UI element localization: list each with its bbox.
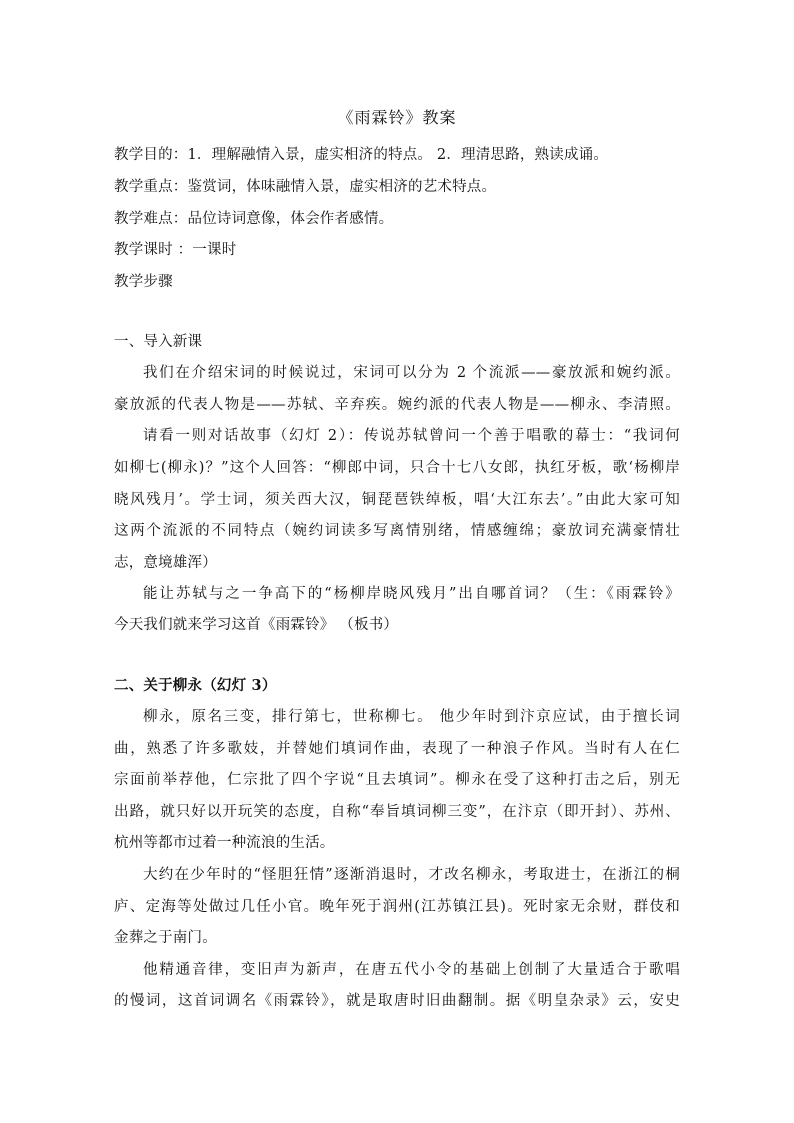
section-1-paragraph-2-line: 如柳七(柳永)？”这个人回答：“柳郎中词，只合十七八女郎，执红牙板，歌‘杨柳岸 <box>114 460 680 476</box>
section-2-paragraph-1-line: 柳永，原名三变，排行第七，世称柳七。 他少年时到汴京应试，由于擅长词 <box>143 709 680 725</box>
section-1-paragraph-2-line: 晓风残月’。学士词，须关西大汉，铜琵琶铁绰板，唱‘大江东去’。”由此大家可知 <box>114 492 680 508</box>
teaching-focus: 教学重点：鉴赏词，体味融情入景，虚实相济的艺术特点。 <box>114 179 497 195</box>
section-1-paragraph-1-line: 豪放派的代表人物是——苏轼、辛弃疾。婉约派的代表人物是——柳永、李清照。 <box>114 397 680 413</box>
teaching-goals: 教学目的：1．理解融情入景，虚实相济的特点。 2．理清思路，熟读成诵。 <box>114 147 609 163</box>
teaching-steps: 教学步骤 <box>114 274 173 290</box>
section-2-paragraph-3-line: 的慢词，这首词调名《雨霖铃》，就是取唐时旧曲翻制。据《明皇杂录》云，安史 <box>114 993 680 1009</box>
section-1-paragraph-3-line: 能让苏轼与之一争高下的“杨柳岸晓风残月”出自哪首词？（生：《雨霖铃》 <box>143 586 680 602</box>
section-1-heading: 一、导入新课 <box>114 334 203 350</box>
section-2-paragraph-2-line: 大约在少年时的“怪胆狂情”逐渐消退时，才改名柳永，考取进士，在浙江的桐 <box>143 867 680 883</box>
section-1-paragraph-2-line: 这两个流派的不同特点（婉约词读多写离情别绪，情感缠绵；豪放词充满豪情壮 <box>114 523 680 539</box>
section-2-paragraph-1-line: 出路，就只好以开玩笑的态度，自称“奉旨填词柳三变”，在汴京（即开封）、苏州、 <box>114 804 680 820</box>
section-2-heading: 二、关于柳永（幻灯 3） <box>114 677 277 694</box>
section-2-paragraph-2-line: 金葬之于南门。 <box>114 930 217 946</box>
section-2-paragraph-3-line: 他精通音律，变旧声为新声，在唐五代小令的基础上创制了大量适合于歌唱 <box>143 962 680 978</box>
section-2-paragraph-1-line: 宗面前举荐他，仁宗批了四个字说“且去填词”。柳永在受了这种打击之后，别无 <box>114 772 680 788</box>
section-2-paragraph-1-line: 曲，熟悉了许多歌妓，并替她们填词作曲，表现了一种浪子作风。当时有人在仁 <box>114 741 680 757</box>
section-1-paragraph-3-line: 今天我们就来学习这首《雨霖铃》 （板书） <box>114 617 399 633</box>
section-1-paragraph-1-line: 我们在介绍宋词的时候说过，宋词可以分为 2 个流派——豪放派和婉约派。 <box>143 365 680 381</box>
section-1-paragraph-2-line: 请看一则对话故事（幻灯 2）：传说苏轼曾问一个善于唱歌的幕士：“我词何 <box>143 428 680 444</box>
section-2-paragraph-2-line: 庐、定海等处做过几任小官。晚年死于润州(江苏镇江县)。死时家无余财，群伎和 <box>114 899 680 915</box>
section-1-paragraph-2-line: 志，意境雄浑） <box>114 555 217 571</box>
teaching-difficulty: 教学难点：品位诗词意像，体会作者感情。 <box>114 211 394 227</box>
page-title: 《雨霖铃》教案 <box>337 108 457 127</box>
section-2-paragraph-1-line: 杭州等都市过着一种流浪的生活。 <box>114 835 335 851</box>
teaching-hours: 教学课时 ：一课时 <box>114 242 237 258</box>
